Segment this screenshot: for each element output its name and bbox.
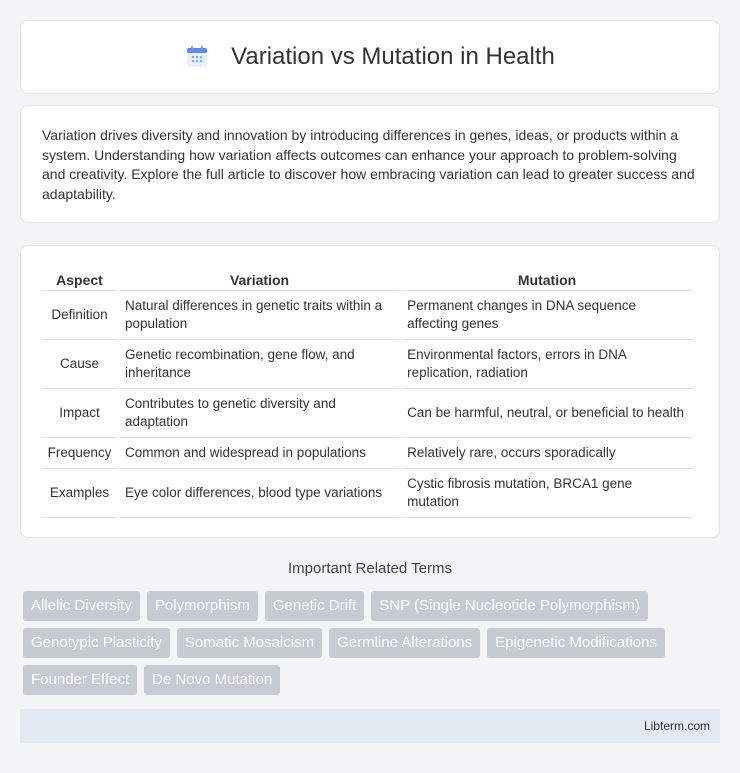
footer-site-link[interactable]: Libterm.com [643, 719, 710, 733]
tag-somatic-mosaicism[interactable]: Somatic Mosaicism [177, 628, 322, 658]
row-variation: Eye color differences, blood type variations [120, 469, 399, 518]
row-variation: Contributes to genetic diversity and adaptation [120, 389, 399, 438]
row-aspect: Definition [42, 291, 117, 340]
row-variation: Common and widespread in populations [120, 438, 399, 469]
row-aspect: Frequency [42, 438, 117, 469]
footer [20, 709, 720, 743]
row-variation: Genetic recombination, gene flow, and inheritance [120, 340, 399, 389]
page-title: Variation vs Mutation in Health [231, 43, 555, 70]
row-aspect: Cause [42, 340, 117, 389]
comparison-card [20, 245, 720, 538]
tag-genotypic-plasticity[interactable]: Genotypic Plasticity [23, 628, 170, 658]
table-row [42, 438, 692, 469]
tag-genetic-drift[interactable]: Genetic Drift [265, 591, 364, 621]
related-terms-heading: Important Related Terms [288, 560, 452, 577]
title-card [20, 20, 720, 94]
table-header-row [42, 265, 692, 291]
calendar-icon [185, 45, 209, 69]
header-variation: Variation [120, 265, 399, 291]
intro-card [20, 105, 720, 223]
row-aspect: Impact [42, 389, 117, 438]
row-variation: Natural differences in genetic traits within a population [120, 291, 399, 340]
tag-epigenetic-modifications[interactable]: Epigenetic Modifications [487, 628, 665, 658]
table-row [42, 340, 692, 389]
tag-polymorphism[interactable]: Polymorphism [147, 591, 258, 621]
header-aspect: Aspect [42, 265, 117, 291]
row-mutation: Permanent changes in DNA sequence affecting genes [402, 291, 692, 340]
tag-de-novo-mutation[interactable]: De Novo Mutation [144, 665, 280, 695]
comparison-table [39, 265, 695, 518]
related-terms-list [23, 591, 723, 702]
row-mutation: Can be harmful, neutral, or beneficial to health [402, 389, 692, 438]
tag-founder-effect[interactable]: Founder Effect [23, 665, 137, 695]
tag-snp[interactable]: SNP (Single Nucleotide Polymorphism) [371, 591, 648, 621]
row-aspect: Examples [42, 469, 117, 518]
row-mutation: Relatively rare, occurs sporadically [402, 438, 692, 469]
table-row [42, 291, 692, 340]
tag-germline-alterations[interactable]: Germline Alterations [329, 628, 480, 658]
header-mutation: Mutation [402, 265, 692, 291]
tag-allelic-diversity[interactable]: Allelic Diversity [23, 591, 140, 621]
row-mutation: Environmental factors, errors in DNA replication, radiation [402, 340, 692, 389]
intro-text: Variation drives diversity and innovation by introducing differences in genes, ideas, or products within a system. Understanding how variation affects outcomes can enhance your approach to problem-solving and creativity. Explore the full article to discover how embracing variation can lead to greater success and adaptability. [42, 127, 695, 202]
table-row [42, 469, 692, 518]
table-row [42, 389, 692, 438]
row-mutation: Cystic fibrosis mutation, BRCA1 gene mutation [402, 469, 692, 518]
